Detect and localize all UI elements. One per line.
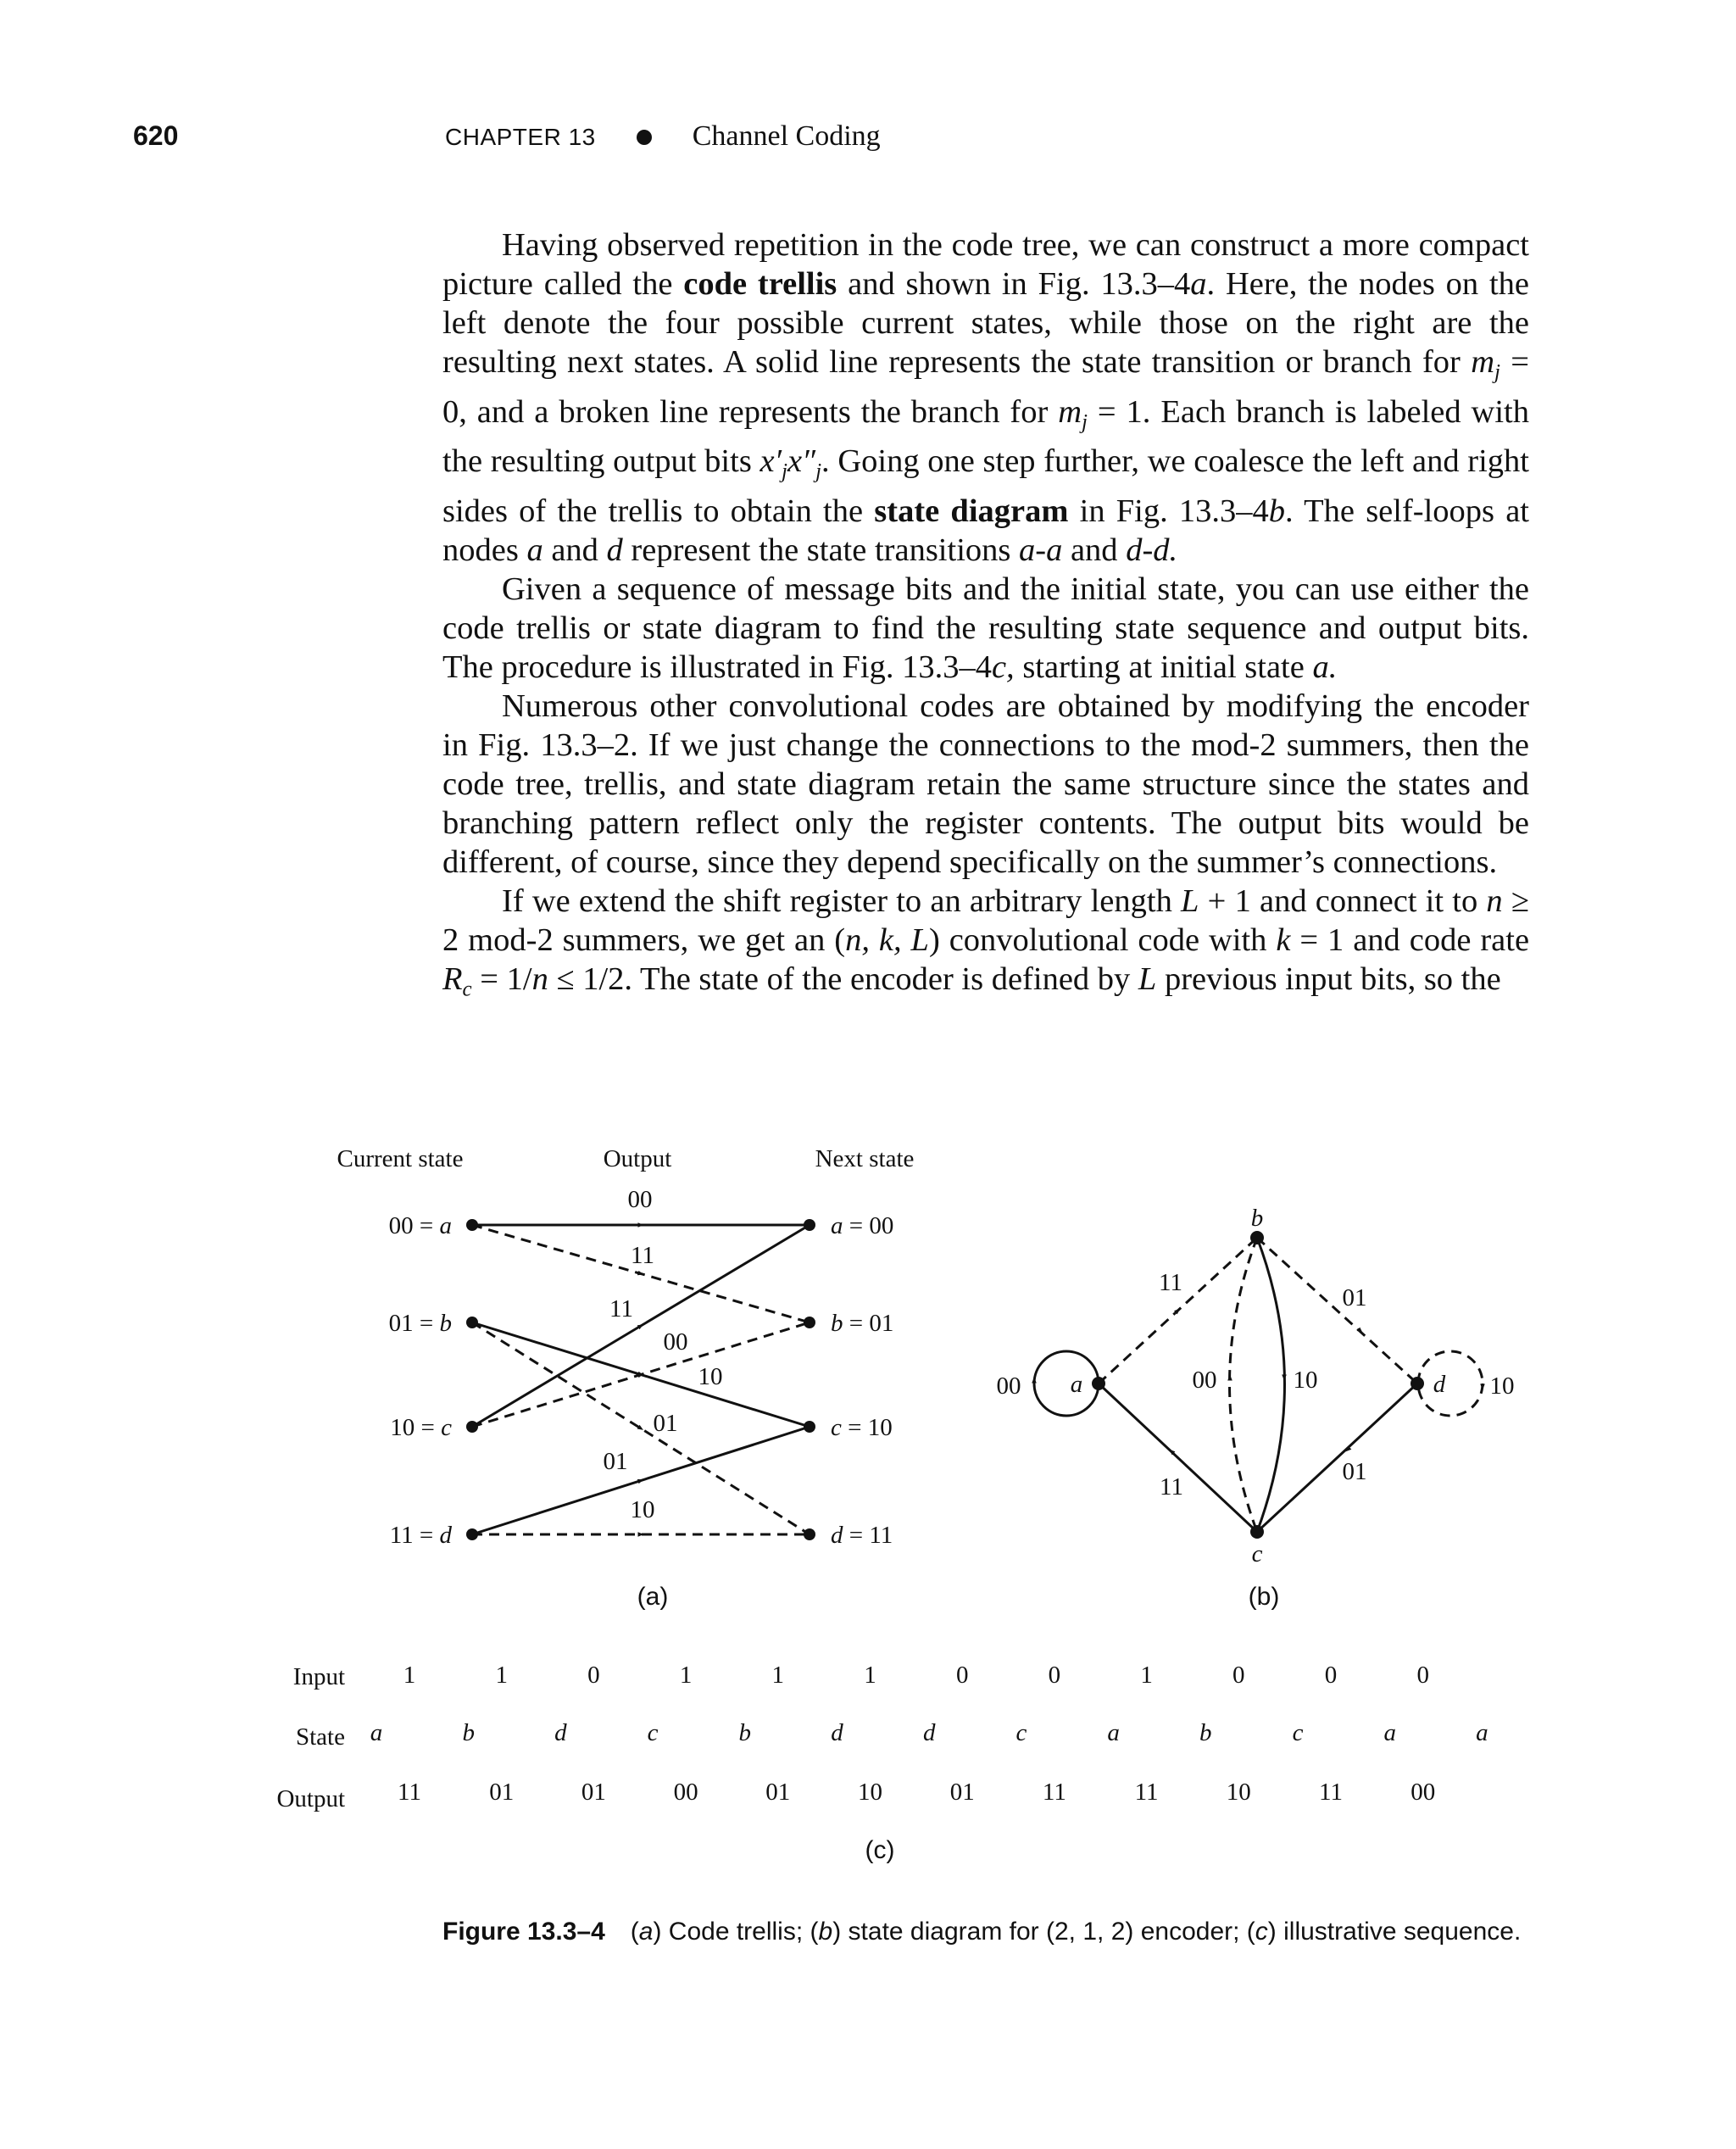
page-number: 620 bbox=[133, 120, 179, 151]
code-trellis bbox=[337, 1145, 915, 1611]
node-label: b bbox=[1250, 1205, 1264, 1232]
branch-d-c bbox=[1257, 1383, 1417, 1532]
branch-output-label: 11 bbox=[1160, 1473, 1183, 1500]
subfigure-label: (b) bbox=[1248, 1583, 1280, 1611]
input-bit: 0 bbox=[587, 1662, 600, 1689]
output-bits: 00 bbox=[673, 1779, 698, 1806]
input-bit: 0 bbox=[1232, 1662, 1245, 1689]
column-header: Output bbox=[603, 1145, 672, 1172]
output-bits: 01 bbox=[949, 1779, 975, 1806]
row-label: Input bbox=[292, 1663, 345, 1690]
next-state-label: d = 11 bbox=[831, 1522, 893, 1549]
state-value: c bbox=[647, 1719, 659, 1746]
subfigure-label: (c) bbox=[865, 1836, 895, 1864]
self-loop-a bbox=[1034, 1351, 1099, 1416]
node-label: c bbox=[1251, 1540, 1263, 1567]
node-label: d bbox=[1433, 1371, 1446, 1398]
next-state-label: b = 01 bbox=[831, 1310, 894, 1337]
branch-output-label: 10 bbox=[630, 1496, 655, 1523]
input-bit: 1 bbox=[771, 1662, 785, 1689]
current-state-label: 11 = d bbox=[389, 1522, 452, 1549]
output-bits: 10 bbox=[1226, 1779, 1251, 1806]
input-bit: 1 bbox=[679, 1662, 693, 1689]
branch-c-a bbox=[1099, 1383, 1257, 1532]
branch-c-b bbox=[1257, 1238, 1285, 1532]
state-node bbox=[466, 1421, 478, 1433]
output-bits: 00 bbox=[1410, 1779, 1436, 1806]
input-bit: 0 bbox=[1324, 1662, 1338, 1689]
branch-output-label: 01 bbox=[1342, 1284, 1367, 1311]
branch-output-label: 11 bbox=[631, 1242, 654, 1269]
branch-output-label: 01 bbox=[603, 1448, 628, 1475]
chapter-label: CHAPTER 13 bbox=[445, 124, 596, 150]
paragraph: Having observed repetition in the code tree, we can construct a more compact picture called the code trellis and shown in Fig. 13.3–4a. Here, the nodes on the left denote the four possible current states, while those on the right are the resulting next states. A solid line represents the state transition or branch for mj = 0, and a broken line represents the branch for mj = 1. Each branch is labeled with the resulting output bits x′jx″j. Going one step further, we coalesce the left and right sides of the trellis to obtain the state diagram in Fig. 13.3–4b. The self-loops at nodes a and d represent the state transitions a-a and d-d. bbox=[442, 227, 1530, 568]
paragraph: Given a sequence of message bits and the initial state, you can use either the code trellis or state diagram to find the resulting state sequence and output bits. The procedure is illustrated in Fig. 13.3–4c, starting at initial state a. bbox=[442, 571, 1529, 685]
branch-output-label: 00 bbox=[627, 1186, 653, 1213]
state-node bbox=[804, 1528, 815, 1540]
output-bits: 11 bbox=[1319, 1779, 1343, 1806]
row-label: State bbox=[296, 1723, 345, 1751]
next-state-label: c = 10 bbox=[831, 1414, 893, 1441]
output-bits: 11 bbox=[398, 1779, 421, 1806]
state-value: b bbox=[1199, 1719, 1212, 1746]
branch-b-c bbox=[1230, 1238, 1258, 1532]
branch-output-label: 11 bbox=[609, 1295, 633, 1322]
state-node bbox=[1092, 1377, 1105, 1390]
state-node bbox=[804, 1219, 815, 1231]
column-header: Current state bbox=[337, 1145, 464, 1172]
input-bit: 1 bbox=[495, 1662, 508, 1689]
state-node bbox=[466, 1528, 478, 1540]
input-bit: 0 bbox=[1416, 1662, 1429, 1689]
current-state-label: 01 = b bbox=[388, 1310, 452, 1337]
input-bit: 0 bbox=[1048, 1662, 1061, 1689]
current-state-label: 00 = a bbox=[388, 1212, 452, 1239]
state-value: a bbox=[1476, 1719, 1488, 1746]
state-value: a bbox=[1107, 1719, 1120, 1746]
paragraph: Numerous other convolutional codes are obtained by modifying the encoder in Fig. 13.3–2. If we just change the connections to the mod-2 summers, then the code tree, trellis, and state diagram retain the same structure since the states and branching pattern reflect only the register contents. The output bits would be different, of course, since they depend specifically on the summer’s connections. bbox=[442, 688, 1529, 880]
state-value: d bbox=[554, 1719, 567, 1746]
next-state-label: a = 00 bbox=[831, 1212, 894, 1239]
branch-output-label: 01 bbox=[653, 1410, 678, 1437]
paragraph: If we extend the shift register to an arbitrary length L + 1 and connect it to n ≥ 2 mod-2 summers, we get an (n, k, L) convolutional code with k = 1 and code rate Rc = 1/n ≤ 1/2. The state of the encoder is defined by L previous input bits, so the bbox=[442, 882, 1530, 1000]
state-value: b bbox=[738, 1719, 752, 1746]
column-header: Next state bbox=[815, 1145, 915, 1172]
row-label: Output bbox=[276, 1785, 345, 1812]
state-value: a bbox=[370, 1719, 383, 1746]
chapter-title: Channel Coding bbox=[692, 120, 881, 152]
branch-output-label: 10 bbox=[1489, 1372, 1515, 1400]
input-bit: 1 bbox=[403, 1662, 416, 1689]
state-node bbox=[1250, 1525, 1264, 1539]
state-diagram bbox=[997, 1205, 1515, 1611]
state-node bbox=[804, 1421, 815, 1433]
illustrative-sequence bbox=[276, 1662, 1488, 1864]
input-bit: 1 bbox=[1140, 1662, 1153, 1689]
input-bit: 1 bbox=[864, 1662, 876, 1689]
output-bits: 01 bbox=[765, 1779, 791, 1806]
current-state-label: 10 = c bbox=[390, 1414, 452, 1441]
subfigure-label: (a) bbox=[637, 1583, 669, 1611]
self-loop-d bbox=[1418, 1351, 1483, 1416]
state-node bbox=[466, 1219, 478, 1231]
state-node bbox=[1410, 1377, 1424, 1390]
output-bits: 10 bbox=[858, 1779, 882, 1806]
branch-output-label: 00 bbox=[663, 1328, 688, 1356]
output-bits: 11 bbox=[1042, 1779, 1066, 1806]
state-value: a bbox=[1383, 1719, 1396, 1746]
output-bits: 01 bbox=[489, 1779, 515, 1806]
branch-output-label: 00 bbox=[996, 1372, 1021, 1400]
state-value: c bbox=[1292, 1719, 1304, 1746]
branch-b-d bbox=[1257, 1238, 1417, 1383]
branch-output-label: 11 bbox=[1159, 1269, 1182, 1296]
state-node bbox=[804, 1317, 815, 1328]
branch-output-label: 00 bbox=[1192, 1367, 1217, 1394]
node-label: a bbox=[1070, 1371, 1083, 1398]
state-value: d bbox=[922, 1719, 936, 1746]
branch-output-label: 10 bbox=[698, 1363, 723, 1390]
branch-output-label: 01 bbox=[1342, 1458, 1367, 1485]
figure-caption bbox=[442, 1918, 1521, 1946]
state-node bbox=[466, 1317, 478, 1328]
state-value: c bbox=[1015, 1719, 1027, 1746]
caption-text: (a) Code trellis; (b) state diagram for (2, 1, 2) encoder; (c) illustrative sequence. bbox=[630, 1918, 1522, 1946]
output-bits: 01 bbox=[581, 1779, 606, 1806]
branch-output-label: 10 bbox=[1293, 1367, 1318, 1394]
caption-label: Figure 13.3–4 bbox=[442, 1918, 605, 1946]
state-node bbox=[1250, 1231, 1264, 1244]
state-value: d bbox=[831, 1719, 843, 1746]
output-bits: 11 bbox=[1134, 1779, 1159, 1806]
input-bit: 0 bbox=[955, 1662, 969, 1689]
state-value: b bbox=[462, 1719, 475, 1746]
